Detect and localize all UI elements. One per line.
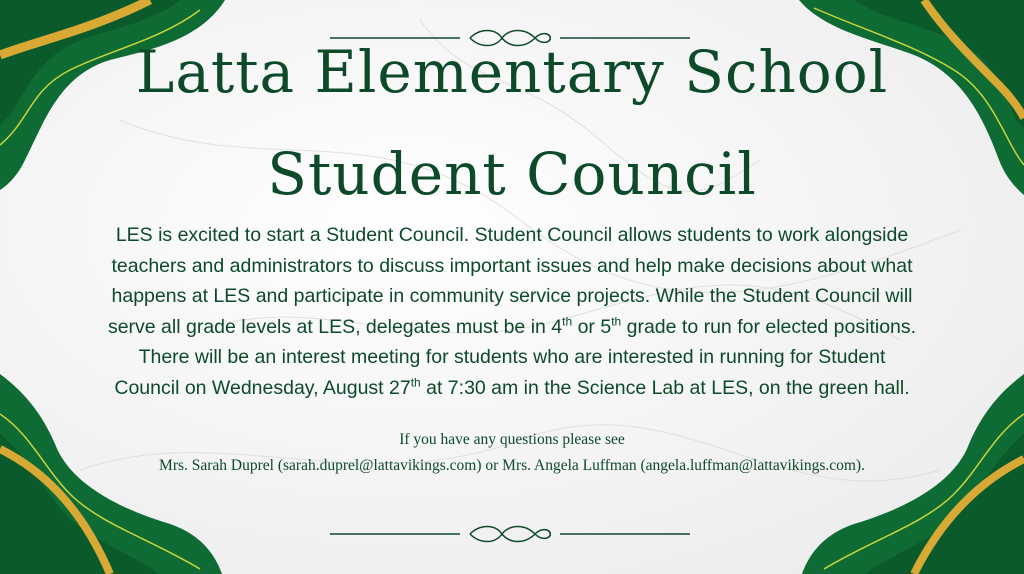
school-title: Latta Elementary School: [135, 38, 889, 106]
body-line: happens at LES and participate in community service projects. While the Student Council will: [111, 285, 913, 307]
flourish-divider-icon: [330, 524, 690, 544]
ordinal-suffix: th: [410, 375, 421, 389]
body-line: grade to run for elected positions.: [621, 315, 917, 338]
body-line: or 5: [572, 315, 612, 338]
council-title: Student Council: [267, 140, 757, 208]
contact-details: Mrs. Sarah Duprel (sarah.duprel@lattavikings.com) or Mrs. Angela Luffman (angela.luffman@lattavikings.com).: [159, 457, 865, 474]
body-line: at 7:30 am in the Science Lab at LES, on the green hall.: [420, 376, 910, 399]
ordinal-suffix: th: [611, 314, 622, 328]
body-line: There will be an interest meeting for students who are interested in running for Student: [138, 346, 886, 368]
ordinal-suffix: th: [562, 314, 573, 328]
body-line: Council on Wednesday, August 27: [114, 376, 411, 399]
contact-intro: If you have any questions please see: [399, 431, 625, 448]
announcement-body: [44, 220, 980, 403]
body-line: LES is excited to start a Student Council. Student Council allows students to work alongside: [115, 224, 909, 246]
body-line: serve all grade levels at LES, delegates must be in 4: [107, 315, 563, 338]
body-line: teachers and administrators to discuss important issues and help make decisions about what: [111, 254, 913, 277]
